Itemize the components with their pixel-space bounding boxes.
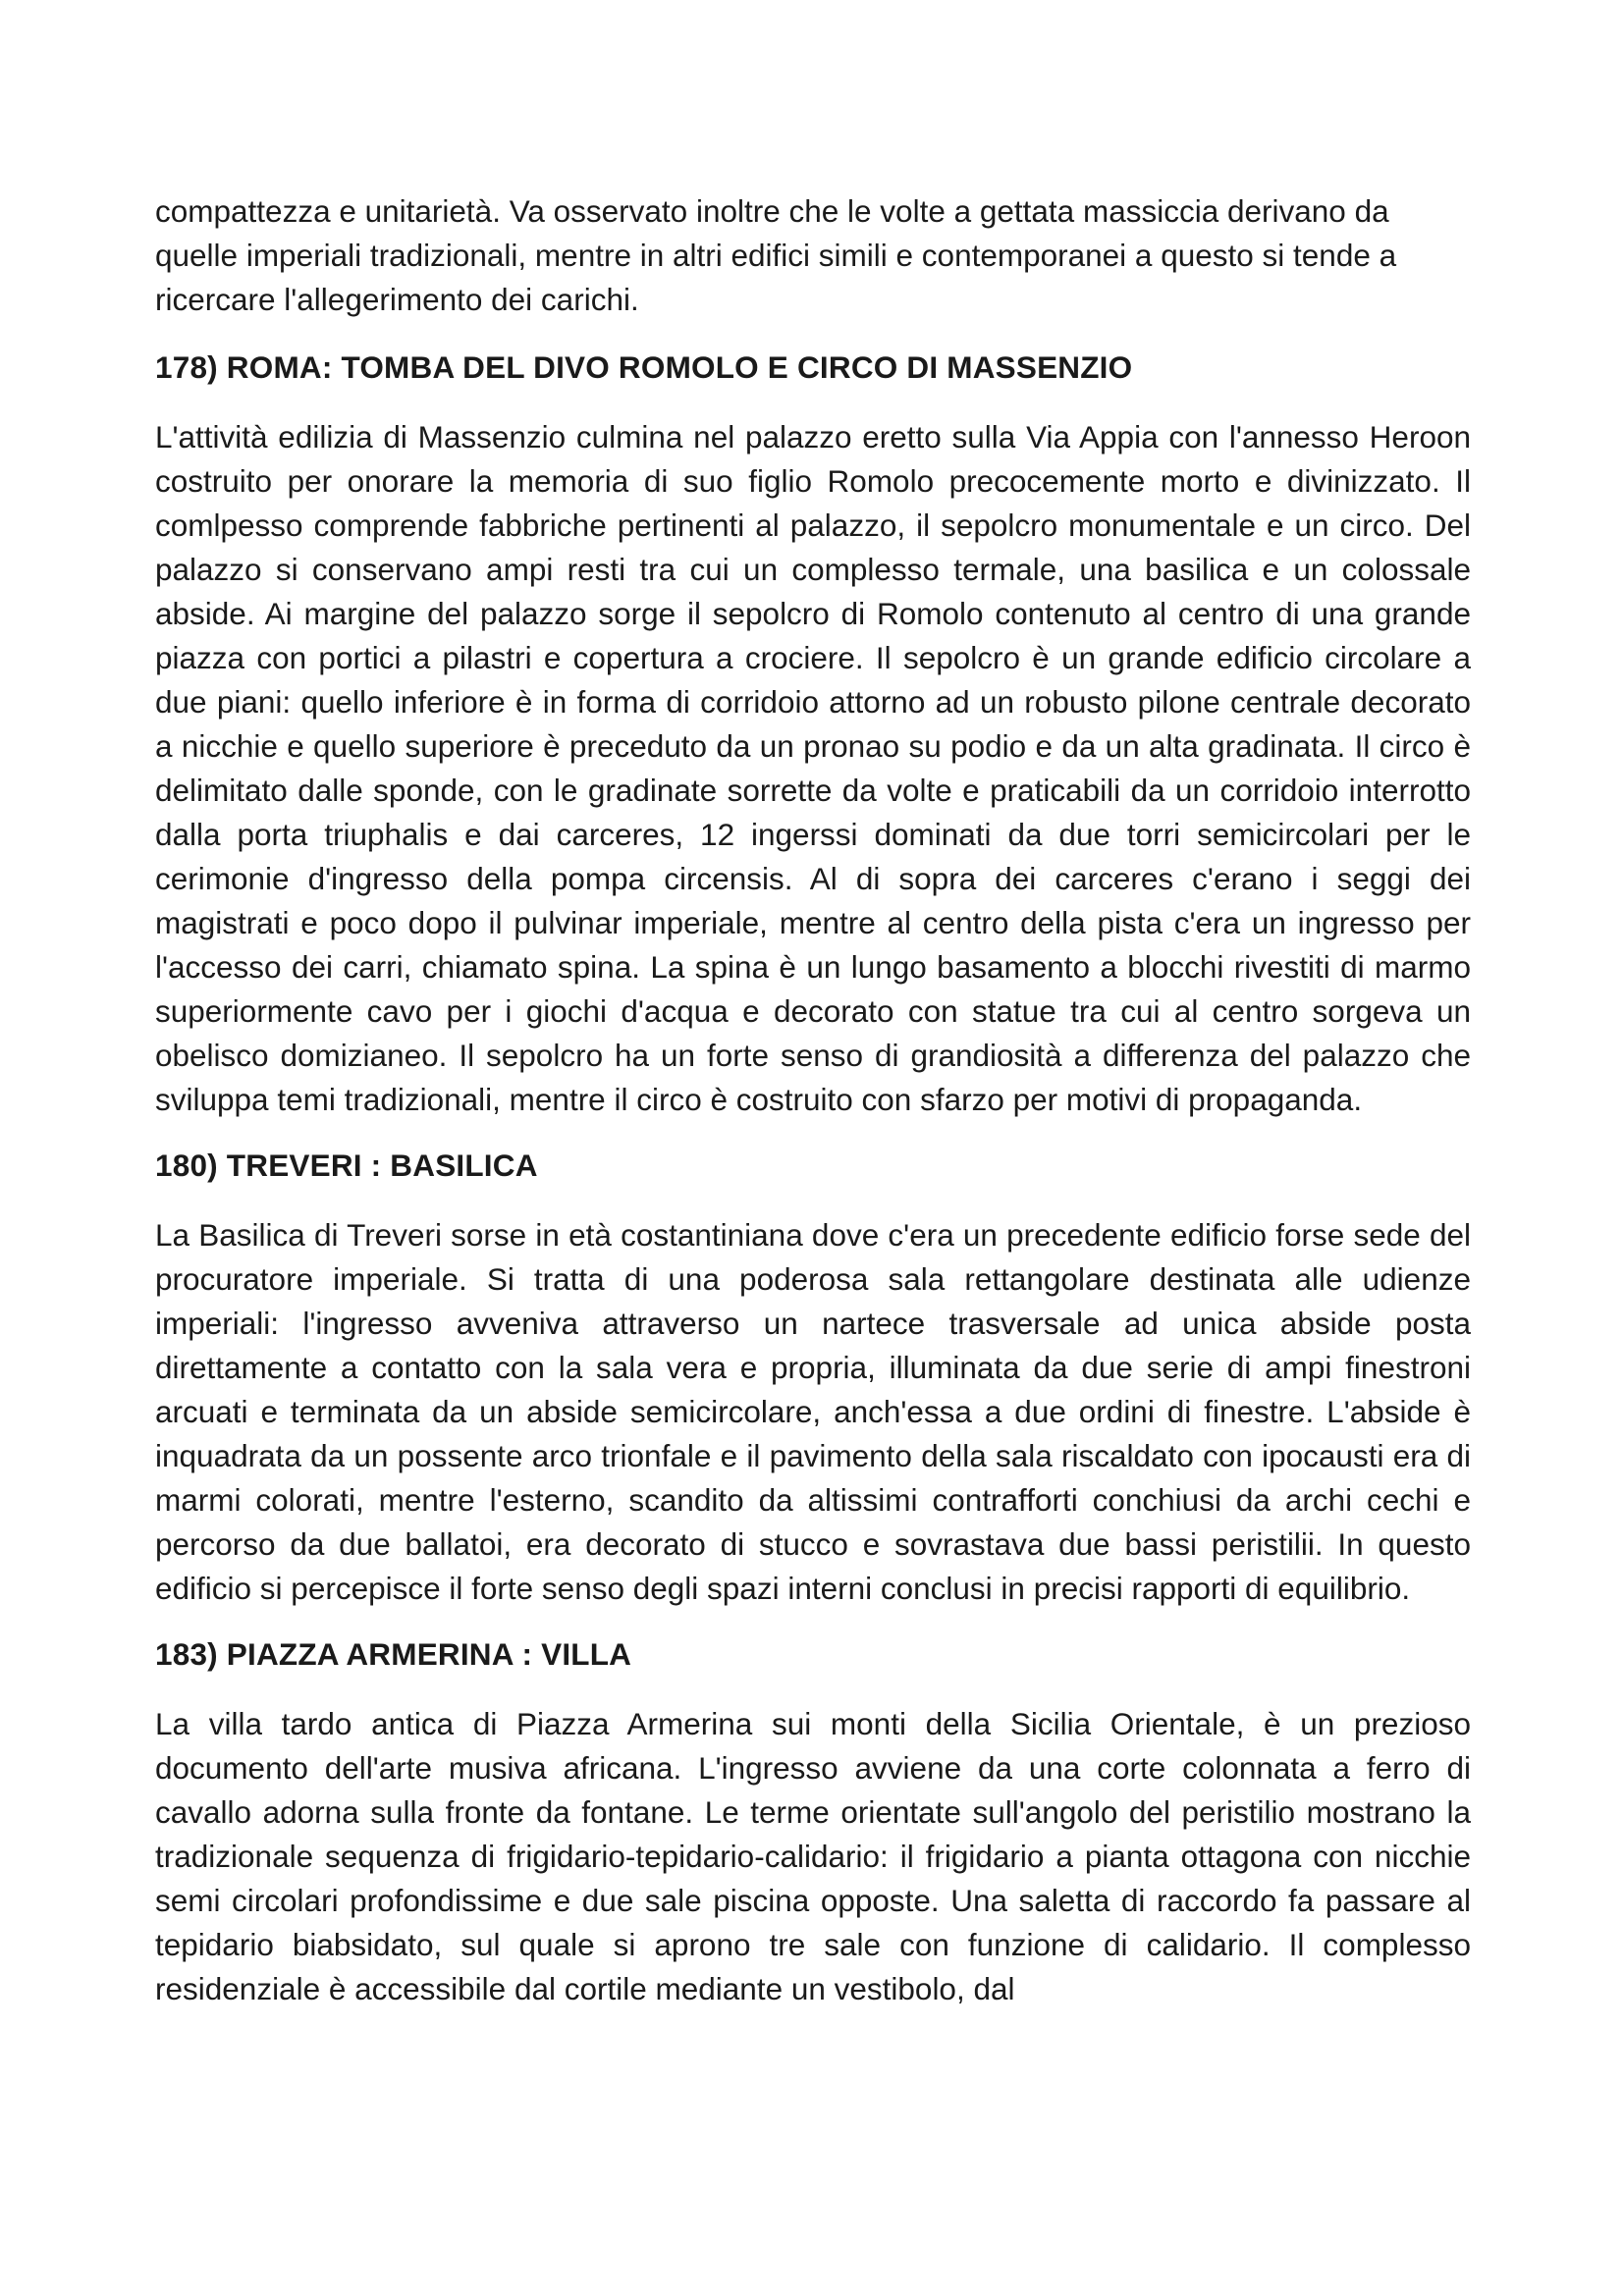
section-piazza-armerina-villa [155, 1632, 1471, 2011]
section-roma-tomba-romolo [155, 346, 1471, 1122]
document-page [155, 189, 1471, 2033]
section-treveri-basilica [155, 1144, 1471, 1611]
section-heading: 178) ROMA: TOMBA DEL DIVO ROMOLO E CIRCO DI MASSENZIO [155, 349, 1133, 385]
section-heading: 183) PIAZZA ARMERINA : VILLA [155, 1636, 632, 1672]
section-paragraph: La Basilica di Treveri sorse in età costantiniana dove c'era un precedente edificio forse sede del procuratore imperiale. Si tratta di una poderosa sala rettangolare destinata alle udienze imperiali: l'ingresso avveniva attraverso un nartece trasversale ad unica abside posta direttamente a contatto con la sala vera e propria, illuminata da due serie di ampi finestroni arcuati e terminata da un abside semicircolare, anch'essa a due ordini di finestre. L'abside è inquadrata da un possente arco trionfale e il pavimento della sala riscaldato con ipocausti era di marmi colorati, mentre l'esterno, scandito da altissimi contrafforti conchiusi da archi cechi e percorso da due ballatoi, era decorato di stucco e sovrastava due bassi peristilii. In questo edificio si percepisce il forte senso degli spazi interni conclusi in precisi rapporti di equilibrio. [155, 1217, 1471, 1606]
intro-paragraph: compattezza e unitarietà. Va osservato inoltre che le volte a gettata massiccia derivano da quelle imperiali tradizionali, mentre in altri edifici simili e contemporanei a questo si tende a ricercare l'allegerimento dei carichi. [155, 193, 1397, 317]
section-paragraph: L'attività edilizia di Massenzio culmina nel palazzo eretto sulla Via Appia con l'annesso Heroon costruito per onorare la memoria di suo figlio Romolo precocemente morto e divinizzato. Il comlpesso comprende fabbriche pertinenti al palazzo, il sepolcro monumentale e un circo. Del palazzo si conservano ampi resti tra cui un complesso termale, una basilica e un colossale abside. Ai margine del palazzo sorge il sepolcro di Romolo contenuto al centro di una grande piazza con portici a pilastri e copertura a crociere. Il sepolcro è un grande edificio circolare a due piani: quello inferiore è in forma di corridoio attorno ad un robusto pilone centrale decorato a nicchie e quello superiore è preceduto da un pronao su podio e da un alta gradinata. Il circo è delimitato dalle sponde, con le gradinate sorrette da volte e praticabili da un corridoio interrotto dalla porta triuphalis e dai carceres, 12 ingerssi dominati da due torri semicircolari per le cerimonie d'ingresso della pompa circensis. Al di sopra dei carceres c'erano i seggi dei magistrati e poco dopo il pulvinar imperiale, mentre al centro della pista c'era un ingresso per l'accesso dei carri, chiamato spina. La spina è un lungo basamento a blocchi rivestiti di marmo superiormente cavo per i giochi d'acqua e decorato con statue tra cui al centro sorgeva un obelisco domizianeo. Il sepolcro ha un forte senso di grandiosità a differenza del palazzo che sviluppa temi tradizionali, mentre il circo è costruito con sfarzo per motivi di propaganda. [155, 419, 1471, 1117]
section-heading: 180) TREVERI : BASILICA [155, 1148, 538, 1183]
section-paragraph: La villa tardo antica di Piazza Armerina sui monti della Sicilia Orientale, è un prezioso documento dell'arte musiva africana. L'ingresso avviene da una corte colonnata a ferro di cavallo adorna sulla fronte da fontane. Le terme orientate sull'angolo del peristilio mostrano la tradizionale sequenza di frigidario-tepidario-calidario: il frigidario a pianta ottagona con nicchie semi circolari profondissime e due sale piscina opposte. Una saletta di raccordo fa passare al tepidario biabsidato, sul quale si aprono tre sale con funzione di calidario. Il complesso residenziale è accessibile dal cortile mediante un vestibolo, dal [155, 1706, 1471, 2006]
